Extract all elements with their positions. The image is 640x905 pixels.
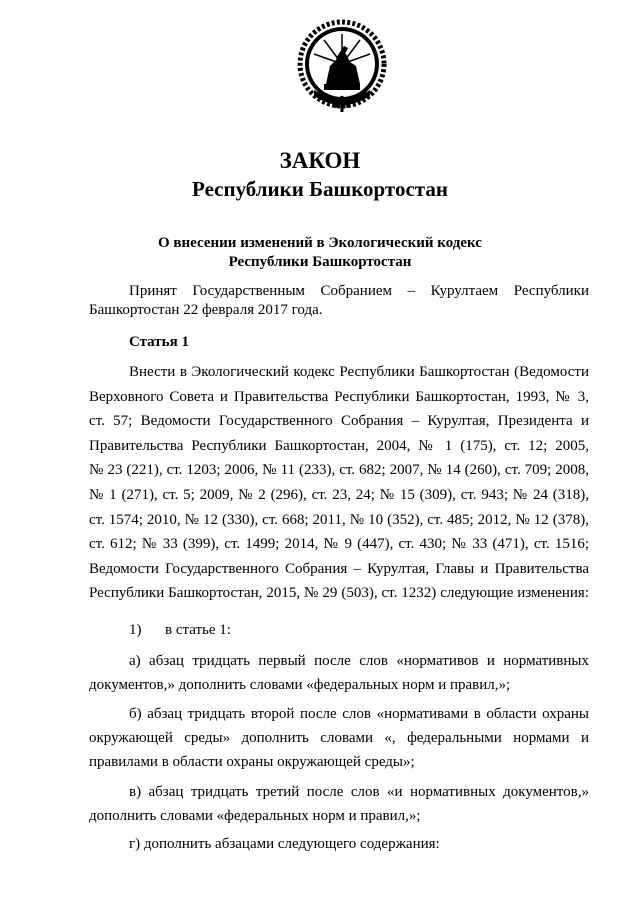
article-title: Статья 1 bbox=[129, 334, 189, 350]
article-line: ст. 1574; 2010, № 12 (330), ст. 668; 2011, № 10 (352), ст. 485; 2012, № 12 (378), bbox=[89, 511, 589, 528]
sub-item-line: г) дополнить абзацами следующего содержания: bbox=[129, 836, 440, 852]
sub-item-v bbox=[89, 780, 589, 828]
article-line: № 23 (221), ст. 1203; 2006, № 11 (233), ст. 682; 2007, № 14 (260), ст. 709; 2008, bbox=[89, 462, 589, 479]
sub-item-line: правилами в области охраны окружающей среды»; bbox=[89, 754, 415, 770]
document-title: ЗАКОН bbox=[279, 148, 361, 173]
list-item-1 bbox=[129, 622, 231, 639]
article-line: Внести в Экологический кодекс Республики Башкортостан (Ведомости bbox=[129, 364, 589, 380]
sub-item-line: дополнить словами «федеральных норм и правил,»; bbox=[89, 808, 421, 824]
adoption-paragraph bbox=[89, 282, 589, 320]
article-line: Правительства Республики Башкортостан, 2004, № 1 (175), ст. 12; 2005, bbox=[89, 437, 589, 454]
adoption-line: Башкортостан 22 февраля 2017 года. bbox=[89, 302, 323, 318]
sub-item-g bbox=[89, 832, 589, 856]
law-heading bbox=[0, 234, 640, 272]
article-line: Республики Башкортостан, 2015, № 29 (503), ст. 1232) следующие изменения: bbox=[89, 585, 589, 602]
sub-item-line: окружающей среды» дополнить словами «, федеральными нормами и bbox=[89, 730, 589, 746]
list-item-text: в статье 1: bbox=[165, 622, 231, 638]
document-subtitle: Республики Башкортостан bbox=[192, 177, 448, 201]
adoption-line: Принят Государственным Собранием – Курултаем Республики bbox=[129, 283, 589, 299]
sub-item-a bbox=[89, 649, 589, 697]
sub-item-line: б) абзац тридцать второй после слов «нормативами в области охраны bbox=[129, 706, 589, 722]
sub-item-line: в) абзац тридцать третий после слов «и нормативных документов,» bbox=[129, 784, 589, 800]
sub-item-b bbox=[89, 702, 589, 774]
article-line: ст. 612; № 33 (399), ст. 1499; 2014, № 9 (447), ст. 430; № 33 (471), ст. 1516; bbox=[89, 536, 589, 553]
article-line: № 1 (271), ст. 5; 2009, № 2 (296), ст. 23, 24; № 15 (309), ст. 943; № 24 (318), bbox=[89, 486, 589, 503]
list-item-number: 1) bbox=[129, 622, 142, 638]
article-body bbox=[89, 360, 589, 606]
coat-of-arms-emblem-icon bbox=[296, 18, 388, 116]
sub-item-line: а) абзац тридцать первый после слов «нормативов и нормативных bbox=[129, 653, 589, 669]
sub-item-line: документов,» дополнить словами «федеральных норм и правил,»; bbox=[89, 677, 511, 693]
article-line: ст. 57; Ведомости Государственного Собрания – Курултая, Президента и bbox=[89, 413, 589, 430]
law-heading-line: О внесении изменений в Экологический кодекс bbox=[158, 235, 482, 251]
law-heading-line: Республики Башкортостан bbox=[228, 254, 412, 270]
article-line: Верховного Совета и Правительства Республики Башкортостан, 1993, № 3, bbox=[89, 388, 589, 405]
article-line: Ведомости Государственного Собрания – Курултая, Главы и Правительства bbox=[89, 560, 589, 577]
